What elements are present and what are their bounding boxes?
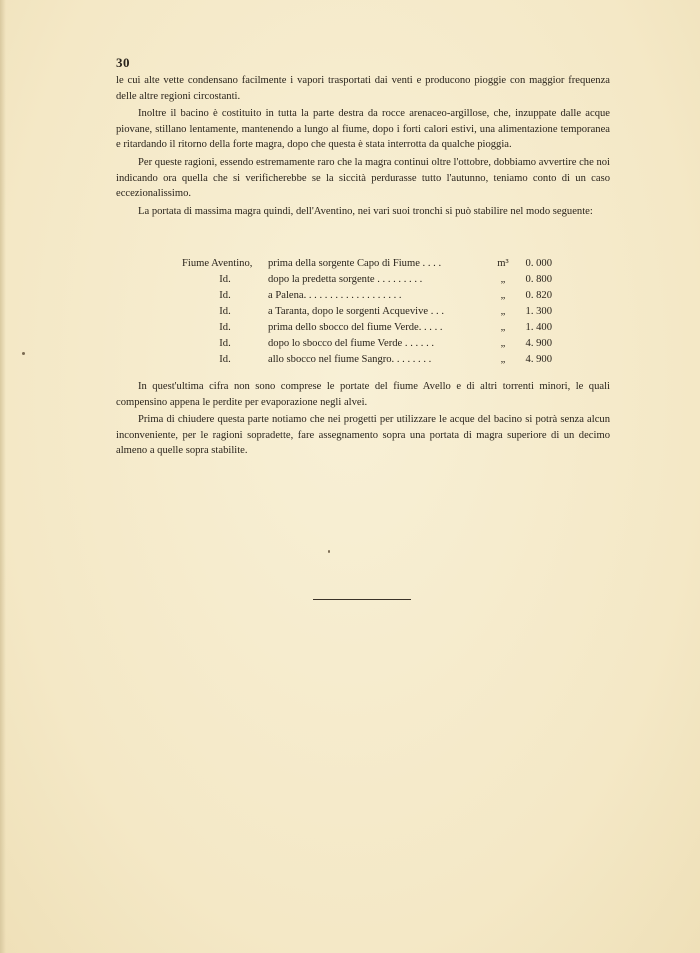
flow-table-row <box>182 322 552 338</box>
paragraph: Inoltre il bacino è costituito in tutta la parte destra da rocce arenaceo-argillose, che, inzuppate dalle acque piovane, stillano lentamente, mantenendo a lungo al fiume, dopo i forti calori estivi, una alimentazione temporanea e ritardando il ritorno della forte magra, dopo che questa è stata interrotta da qualche pioggia. <box>116 108 610 151</box>
flow-row-description: dopo lo sbocco del fiume Verde . . . . . . <box>268 338 435 349</box>
paper-speck <box>328 550 330 553</box>
flow-row-unit: „ <box>500 322 506 333</box>
flow-row-label: Id. <box>219 338 231 349</box>
flow-row-value: 4. 900 <box>525 338 552 349</box>
page-edge-shadow <box>0 0 6 953</box>
flow-row-description: prima dello sbocco del fiume Verde. . . . . <box>268 322 443 333</box>
flow-table-row <box>182 338 552 354</box>
flow-row-unit: „ <box>500 290 506 301</box>
paragraph: La portata di massima magra quindi, dell'Aventino, nei vari suoi tronchi si può stabilire nel modo seguente: <box>138 205 593 217</box>
flow-row-value: 1. 400 <box>525 322 552 333</box>
flow-row-value: 0. 800 <box>525 274 552 285</box>
flow-row-label: Id. <box>219 290 231 301</box>
flow-row-label: Id. <box>219 306 231 317</box>
flow-row-description: a Palena. . . . . . . . . . . . . . . . . . . <box>268 290 402 301</box>
section-end-rule <box>313 599 411 600</box>
paper-speck <box>22 352 25 355</box>
flow-table-row <box>182 354 552 370</box>
flow-row-description: allo sbocco nel fiume Sangro. . . . . . . . <box>268 354 432 365</box>
flow-row-description: prima della sorgente Capo di Fiume . . . . <box>268 258 442 269</box>
flow-row-unit: m³ <box>497 258 509 269</box>
flow-table-row <box>182 258 552 274</box>
flow-row-value: 1. 300 <box>525 306 552 317</box>
flow-row-unit: „ <box>500 354 506 365</box>
paragraph: In quest'ultima cifra non sono comprese le portate del fiume Avello e di altri torrenti minori, le quali compensino appena le perdite per evaporazione negli alvei. <box>116 381 610 408</box>
flow-row-label: Fiume Aventino, <box>182 258 253 269</box>
flow-row-description: a Taranta, dopo le sorgenti Acquevive . . . <box>268 306 444 317</box>
flow-row-description: dopo la predetta sorgente . . . . . . . . . <box>268 274 423 285</box>
flow-table-row <box>182 274 552 290</box>
flow-table-row <box>182 306 552 322</box>
paragraph: le cui alte vette condensano facilmente i vapori trasportati dai venti e producono pioggie con maggior frequenza delle altre regioni circostanti. <box>116 75 610 102</box>
flow-row-label: Id. <box>219 274 231 285</box>
page-number: 30 <box>116 55 130 70</box>
flow-row-label: Id. <box>219 322 231 333</box>
paragraph: Prima di chiudere questa parte notiamo che nei progetti per utilizzare le acque del bacino si potrà senza alcun inconveniente, per le ragioni sopradette, fare assegnamento sopra una portata di magra superiore di un decimo almeno a quelle sopra stabilite. <box>116 414 610 457</box>
flow-row-unit: „ <box>500 306 506 317</box>
body-text-after-table <box>116 379 610 459</box>
paragraph: Per queste ragioni, essendo estremamente raro che la magra continui oltre l'ottobre, dobbiamo avvertire che noi indicando ora quella che si verificherebbe se la siccità perdurasse tutto l'autunno, teniamo conto di un caso eccezionalissimo. <box>116 156 610 200</box>
flow-row-value: 0. 000 <box>525 258 552 269</box>
flow-table-row <box>182 290 552 306</box>
flow-row-unit: „ <box>500 338 506 349</box>
flow-table <box>182 258 552 370</box>
flow-row-value: 0. 820 <box>525 290 552 301</box>
flow-row-value: 4. 900 <box>525 354 552 365</box>
body-text-before-table <box>116 73 610 219</box>
flow-row-label: Id. <box>219 354 231 365</box>
flow-row-unit: „ <box>500 274 506 285</box>
